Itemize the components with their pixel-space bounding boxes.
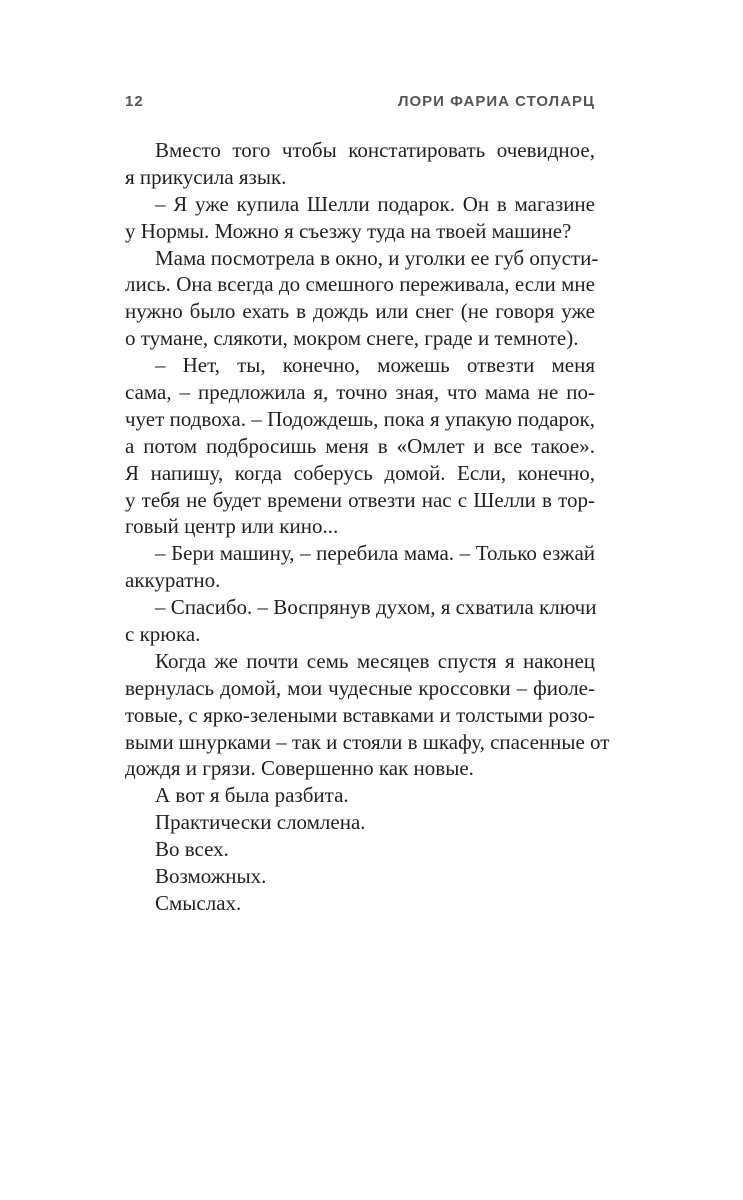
text-line: – Я уже купила Шелли подарок. Он в магазине	[155, 191, 595, 216]
text-line: вернулась домой, мои чудесные кроссовки – фиоле-	[125, 675, 595, 700]
text-line: Вместо того чтобы констатировать очевидное,	[155, 138, 595, 162]
text-line: дождя и грязи. Совершенно как новые.	[125, 756, 474, 781]
text-line: нужно было ехать в дождь или снег (не говоря уже	[125, 299, 595, 324]
text-line: чует подвоха. – Подождешь, пока я упакую подарок,	[125, 406, 595, 431]
text-line: Практически сломлена.	[155, 810, 366, 835]
text-line: Возможных.	[155, 864, 267, 889]
text-line: Смыслах.	[155, 890, 242, 915]
text-line: лись. Она всегда до смешного переживала, если мне	[125, 272, 595, 297]
text-line: а потом подбросишь меня в «Омлет и все такое».	[125, 433, 595, 458]
text-line: говый центр или кино...	[125, 514, 339, 539]
text-line: Я напишу, когда соберусь домой. Если, конечно,	[125, 460, 595, 485]
body-text	[125, 137, 610, 917]
text-line: – Нет, ты, конечно, можешь отвезти меня	[155, 353, 595, 378]
page-number: 12	[125, 93, 144, 110]
text-line: сама, – предложила я, точно зная, что мама не по-	[125, 380, 595, 405]
running-header	[125, 93, 595, 113]
text-line: аккуратно.	[125, 568, 221, 593]
text-line: – Бери машину, – перебила мама. – Только езжай	[155, 541, 595, 566]
text-line: – Спасибо. – Воспрянув духом, я схватила ключи	[155, 595, 597, 620]
text-line: Мама посмотрела в окно, и уголки ее губ опусти-	[155, 245, 599, 270]
text-line: товые, с ярко-зелеными вставками и толстыми розо-	[125, 702, 595, 727]
text-line: Когда же почти семь месяцев спустя я наконец	[155, 648, 595, 673]
text-line: выми шнурками – так и стояли в шкафу, спасенные от	[125, 729, 610, 754]
text-line: с крюка.	[125, 622, 201, 647]
text-line: у тебя не будет времени отвезти нас с Шелли в тор-	[125, 487, 595, 512]
author-name: ЛОРИ ФАРИА СТОЛАРЦ	[397, 93, 595, 110]
text-line: о тумане, слякоти, мокром снеге, граде и темноте).	[125, 326, 579, 351]
text-line: А вот я была разбита.	[155, 783, 349, 808]
text-line: я прикусила язык.	[125, 164, 287, 189]
text-line: Во всех.	[155, 837, 229, 862]
text-line: у Нормы. Можно я съезжу туда на твоей машине?	[125, 218, 572, 243]
